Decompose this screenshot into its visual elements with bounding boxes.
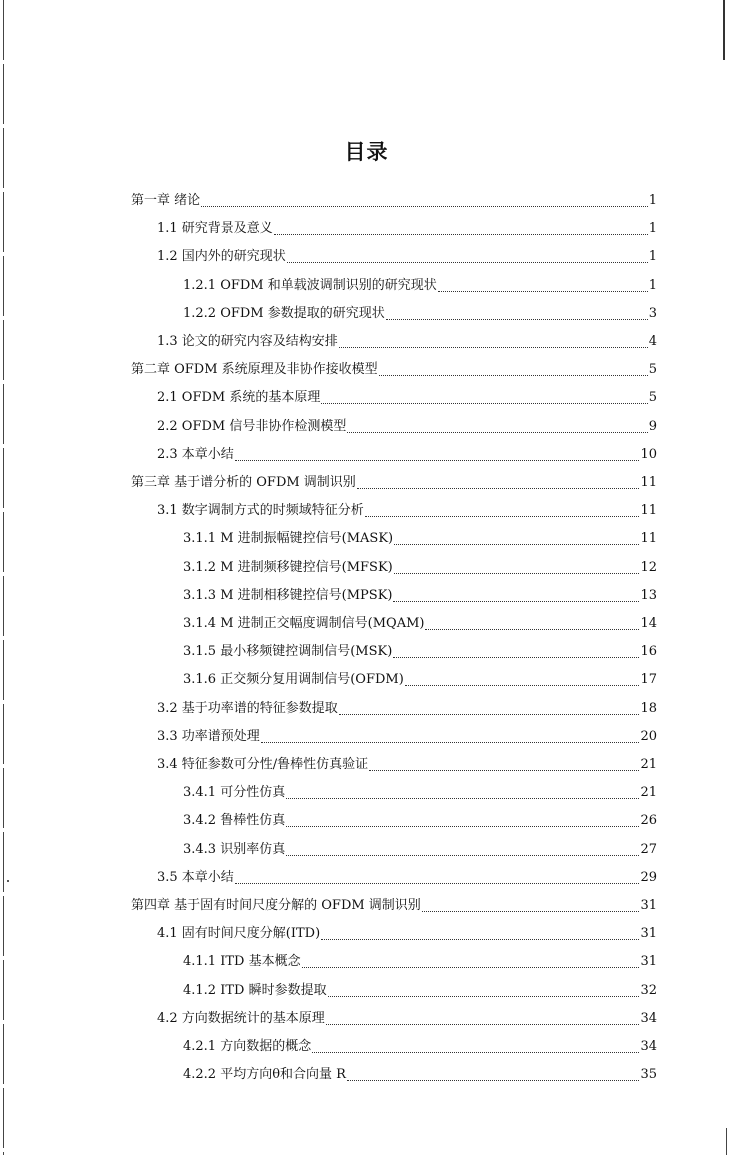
toc-entry-page-number: 1: [648, 221, 657, 237]
toc-dot-leader: [235, 882, 640, 884]
toc-entry-label: 第四章 基于固有时间尺度分解的 OFDM 调制识别: [131, 898, 421, 913]
toc-entry-page-number: 5: [648, 390, 657, 406]
toc-entry[interactable]: [183, 666, 657, 694]
toc-entry-page-number: 13: [640, 587, 657, 603]
toc-entry-page-number: 11: [640, 475, 657, 490]
toc-dot-leader: [286, 825, 639, 827]
toc-entry-page-number: 9: [648, 418, 657, 434]
toc-entry-page-number: 31: [640, 898, 657, 913]
toc-entry[interactable]: [183, 554, 657, 582]
toc-entry-page-number: 31: [640, 926, 657, 942]
toc-entry[interactable]: [131, 356, 657, 384]
toc-entry-label: 第三章 基于谱分析的 OFDM 调制识别: [131, 475, 356, 490]
toc-entry-label: 3.1 数字调制方式的时频域特征分析: [157, 503, 364, 519]
scan-right-edge: [723, 0, 725, 60]
toc-entry-page-number: 26: [640, 813, 657, 829]
toc-entry[interactable]: [157, 1005, 657, 1033]
toc-entry-label: 4.2 方向数据统计的基本原理: [157, 1010, 325, 1026]
toc-dot-leader: [235, 459, 640, 461]
scan-speck: [7, 880, 9, 882]
toc-entry-label: 4.2.1 方向数据的概念: [183, 1039, 312, 1054]
toc-entry[interactable]: [183, 1033, 657, 1061]
toc-entry-label: 1.2 国内外的研究现状: [157, 249, 286, 265]
toc-entry-page-number: 31: [640, 954, 657, 970]
toc-entry-label: 3.2 基于功率谱的特征参数提取: [157, 700, 338, 716]
toc-entry-page-number: 10: [640, 446, 657, 462]
toc-dot-leader: [369, 769, 639, 771]
toc-dot-leader: [287, 261, 648, 263]
toc-entry[interactable]: [157, 215, 657, 243]
toc-dot-leader: [425, 628, 639, 630]
toc-entry-label: 4.1.1 ITD 基本概念: [183, 954, 301, 970]
toc-dot-leader: [393, 656, 639, 658]
toc-entry-page-number: 34: [640, 1010, 657, 1026]
toc-entry-label: 4.1.2 ITD 瞬时参数提取: [183, 982, 327, 998]
page-title: 目录: [344, 140, 389, 164]
toc-entry-page-number: 11: [640, 503, 657, 519]
toc-entry[interactable]: [183, 582, 657, 610]
toc-dot-leader: [201, 205, 648, 207]
toc-entry-label: 3.5 本章小结: [157, 869, 234, 885]
toc-entry-page-number: 12: [640, 559, 657, 575]
toc-entry[interactable]: [131, 469, 657, 497]
toc-entry-label: 4.1 固有时间尺度分解(ITD): [157, 926, 321, 942]
toc-entry-label: 第一章 绪论: [131, 193, 201, 208]
toc-entry-page-number: 16: [640, 644, 657, 660]
toc-dot-leader: [274, 233, 648, 235]
toc-entry[interactable]: [183, 807, 657, 835]
toc-dot-leader: [302, 966, 640, 968]
toc-entry[interactable]: [157, 497, 657, 525]
toc-entry[interactable]: [157, 695, 657, 723]
toc-entry[interactable]: [183, 272, 657, 300]
toc-entry-label: 1.3 论文的研究内容及结构安排: [157, 334, 338, 349]
toc-entry-label: 2.2 OFDM 信号非协作检测模型: [157, 418, 347, 434]
toc-entry[interactable]: [157, 441, 657, 469]
toc-entry[interactable]: [157, 723, 657, 751]
toc-entry-page-number: 29: [640, 869, 657, 885]
toc-dot-leader: [386, 318, 648, 320]
toc-entry-page-number: 14: [640, 616, 657, 631]
toc-dot-leader: [379, 374, 648, 376]
toc-entry[interactable]: [131, 892, 657, 920]
toc-dot-leader: [321, 402, 647, 404]
toc-entry-label: 3.4.2 鲁棒性仿真: [183, 813, 286, 829]
toc-entry-page-number: 20: [640, 728, 657, 744]
toc-entry-label: 3.1.6 正交频分复用调制信号(OFDM): [183, 672, 404, 688]
toc-entry-label: 4.2.2 平均方向θ和合向量 R: [183, 1067, 346, 1083]
toc-entry[interactable]: [183, 610, 657, 638]
toc-dot-leader: [261, 741, 640, 743]
toc-entry-page-number: 32: [640, 982, 657, 998]
scan-right-edge-lower: [726, 1128, 727, 1155]
toc-dot-leader: [286, 797, 639, 799]
toc-dot-leader: [405, 684, 640, 686]
toc-entry-page-number: 34: [640, 1039, 657, 1054]
toc-dot-leader: [339, 713, 640, 715]
toc-entry[interactable]: [183, 1061, 657, 1089]
toc-entry-label: 3.3 功率谱预处理: [157, 728, 260, 744]
toc-entry[interactable]: [183, 948, 657, 976]
toc-entry[interactable]: [183, 300, 657, 328]
toc-entry[interactable]: [157, 751, 657, 779]
toc-entry[interactable]: [183, 836, 657, 864]
toc-entry-label: 2.1 OFDM 系统的基本原理: [157, 390, 321, 406]
toc-dot-leader: [312, 1051, 639, 1053]
toc-entry[interactable]: [183, 779, 657, 807]
toc-entry-label: 3.1.4 M 进制正交幅度调制信号(MQAM): [183, 616, 425, 631]
scan-left-edge: [3, 0, 4, 1155]
toc-entry-label: 1.2.2 OFDM 参数提取的研究现状: [183, 305, 385, 321]
toc-dot-leader: [347, 431, 647, 433]
toc-entry-page-number: 11: [640, 531, 657, 547]
toc-entry-page-number: 1: [648, 193, 657, 208]
toc-entry[interactable]: [157, 920, 657, 948]
toc-entry-label: 1.1 研究背景及意义: [157, 221, 273, 237]
toc-dot-leader: [394, 572, 640, 574]
toc-entry-label: 3.1.3 M 进制相移键控信号(MPSK): [183, 587, 393, 603]
toc-entry-label: 3.4.3 识别率仿真: [183, 841, 286, 857]
toc-entry-page-number: 27: [640, 841, 657, 857]
toc-entry-label: 3.1.1 M 进制振幅键控信号(MASK): [183, 531, 394, 547]
toc-entry-page-number: 35: [640, 1067, 657, 1083]
toc-entry-label: 2.3 本章小结: [157, 446, 234, 462]
toc-entry-page-number: 4: [648, 334, 657, 349]
toc-entry-label: 3.4 特征参数可分性/鲁棒性仿真验证: [157, 757, 369, 772]
toc-entry-label: 3.4.1 可分性仿真: [183, 785, 286, 801]
toc-dot-leader: [321, 938, 639, 940]
toc-entry-page-number: 5: [648, 362, 657, 378]
toc-entry-page-number: 21: [640, 757, 657, 772]
toc-entry-page-number: 18: [640, 700, 657, 716]
toc-entry-page-number: 17: [640, 672, 657, 688]
toc-dot-leader: [394, 543, 639, 545]
toc-entry-page-number: 1: [648, 249, 657, 265]
toc-entry[interactable]: [131, 187, 657, 215]
toc-entry-label: 3.1.2 M 进制频移键控信号(MFSK): [183, 559, 393, 575]
toc-dot-leader: [438, 290, 648, 292]
toc-entry[interactable]: [183, 977, 657, 1005]
toc-entry[interactable]: [157, 384, 657, 412]
toc-entry-label: 3.1.5 最小移频键控调制信号(MSK): [183, 644, 393, 660]
toc-entry[interactable]: [157, 328, 657, 356]
toc-dot-leader: [422, 910, 640, 912]
toc-dot-leader: [326, 1023, 640, 1025]
toc-dot-leader: [365, 515, 640, 517]
toc-entry-label: 1.2.1 OFDM 和单载波调制识别的研究现状: [183, 277, 437, 293]
toc-entry[interactable]: [183, 525, 657, 553]
toc-dot-leader: [339, 346, 648, 348]
toc-entry-page-number: 3: [648, 305, 657, 321]
toc-entry[interactable]: [157, 413, 657, 441]
toc-entry-page-number: 21: [640, 785, 657, 801]
toc-entry[interactable]: [157, 243, 657, 271]
toc-entry-label: 第二章 OFDM 系统原理及非协作接收模型: [131, 362, 378, 378]
toc-dot-leader: [286, 854, 639, 856]
toc-entry[interactable]: [157, 864, 657, 892]
toc-dot-leader: [357, 487, 640, 489]
toc-entry-page-number: 1: [648, 277, 657, 293]
toc-dot-leader: [393, 600, 639, 602]
toc-entry[interactable]: [183, 638, 657, 666]
toc-dot-leader: [328, 995, 640, 997]
toc-dot-leader: [347, 1079, 639, 1081]
